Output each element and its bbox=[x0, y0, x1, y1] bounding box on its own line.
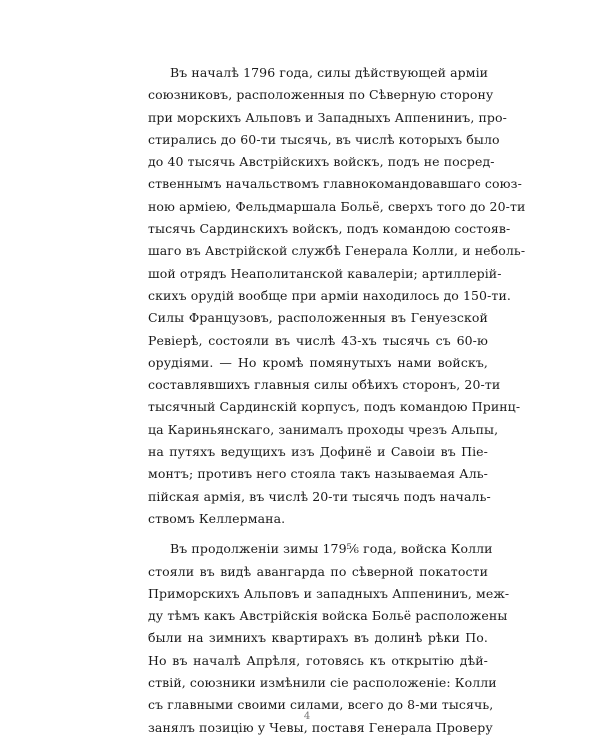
text-line: Силы Французовъ, расположенныя въ Генуезской bbox=[148, 310, 488, 326]
text-line: до 40 тысячь Австрійскихъ войскъ, подъ не посред- bbox=[148, 154, 495, 170]
text-line: ду тѣмъ какъ Австрійскія войска Больё расположены bbox=[148, 608, 508, 624]
text-line: ною арміею, Фельдмаршала Больё, сверхъ того до 20-ти bbox=[148, 198, 526, 214]
text-line: Въ началѣ 1796 года, силы дѣйствующей арміи bbox=[170, 65, 489, 80]
page-number bbox=[0, 711, 600, 722]
text-line: ствомъ Келлермана. bbox=[148, 510, 286, 526]
text-line: при морскихъ Альповъ и Западныхъ Аппениниъ, про- bbox=[148, 109, 507, 125]
paragraph-2 bbox=[148, 538, 510, 739]
text-line: тысячь Сардинскихъ войскъ, подъ командою состояв- bbox=[148, 221, 511, 237]
text-line: на путяхъ ведущихъ изъ Дофинё и Савоіи въ Піе- bbox=[148, 444, 488, 460]
text-line: занялъ позицію у Чевы, поставя Генерала Проверу bbox=[148, 719, 493, 735]
text-line: Ревіерѣ, состояли въ числѣ 43-хъ тысячь съ 60-ю bbox=[148, 332, 488, 348]
text-line: ствій, союзники измѣнили сіе расположеніе: Колли bbox=[148, 675, 497, 691]
text-line: скихъ орудій вообще при арміи находилось до 150-ти. bbox=[148, 287, 511, 303]
text-line: стояли въ видѣ авангарда по сѣверной покатости bbox=[148, 563, 488, 579]
text-line: Приморскихъ Альповъ и западныхъ Аппениниъ, меж- bbox=[148, 585, 510, 601]
text-line: были на зимнихъ квартирахъ въ долинѣ рѣки По. bbox=[148, 630, 488, 646]
text-line: союзниковъ, расположенныя по Сѣверную сторону bbox=[148, 87, 494, 103]
paragraph-1 bbox=[148, 62, 526, 530]
text-line: орудіями. — Но кромѣ помянутыхъ нами войскъ, bbox=[148, 354, 488, 370]
paragraph-gap bbox=[148, 530, 488, 538]
text-line: составлявшихъ главныя силы обѣихъ сторонъ, 20-ти bbox=[148, 377, 501, 393]
text-line: монтъ; противъ него стояла такъ называемая Аль- bbox=[148, 466, 488, 482]
text-line: съ главными своими силами, всего до 8-ми тысячь, bbox=[148, 697, 494, 713]
text-line: тысячный Сардинскій корпусъ, подъ командою Принц- bbox=[148, 399, 521, 415]
page-number-label: 4 bbox=[303, 711, 311, 722]
text-line: Въ продолженіи зимы 179⁵⁄₆ года, войска Колли bbox=[170, 541, 493, 557]
text-line: шаго въ Австрійской службѣ Генерала Колли, и неболь- bbox=[148, 243, 526, 259]
text-line: стирались до 60-ти тысячь, въ числѣ которыхъ было bbox=[148, 131, 500, 147]
text-line: шой отрядъ Неаполитанской кавалеріи; артиллерій- bbox=[148, 265, 502, 281]
page-body bbox=[148, 62, 526, 739]
text-line: ца Кариньянскаго, занималъ проходы чрезъ Альпы, bbox=[148, 421, 499, 437]
text-line: ственнымъ начальствомъ главнокомандовавшаго союз- bbox=[148, 176, 522, 192]
text-line: Но въ началѣ Апрѣля, готовясь къ открытію дѣй- bbox=[148, 652, 488, 668]
text-line: пійская армія, въ числѣ 20-ти тысячь подъ началь- bbox=[148, 488, 491, 504]
